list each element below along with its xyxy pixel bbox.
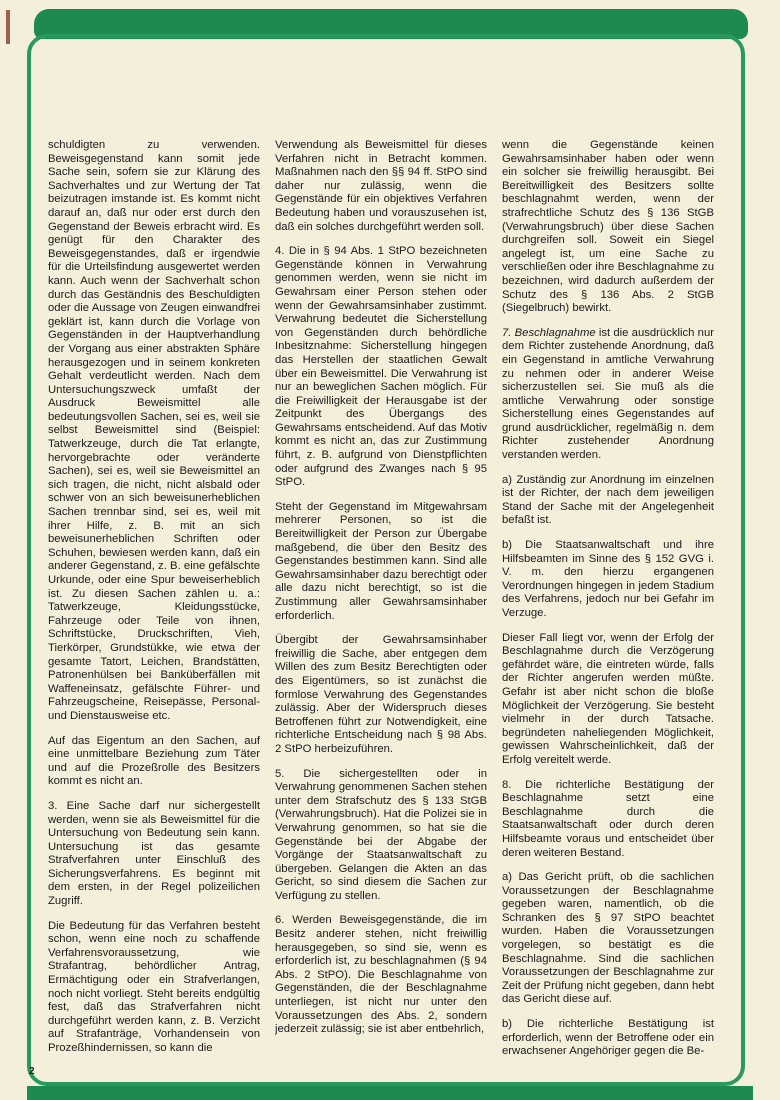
paragraph: Dieser Fall liegt vor, wenn der Erfolg der Beschlagnahme durch die Verzögerung gefährdet wäre, die eintreten würde, falls der Richter angerufen werden müßte. Gefahr ist aber nicht schon die bloße Möglichkeit der Verzögerung. Sie besteht vielmehr in der durch Tatsache. begründeten naheliegenden Möglichkeit, gewissen Wahrscheinlichkeit, daß der Erfolg vereitelt werde. (502, 631, 714, 766)
paragraph: schuldigten zu verwenden. Beweisgegenstand kann somit jede Sache sein, sofern sie zur Klärung des Sachverhaltes und zur Wertung der Tat beizutragen imstande ist. Es kommt nicht darauf an, daß nur oder erst durch den Gegenstand der Beweis erbracht wird. Es genügt für den Charakter des Beweisgegenstandes, daß er irgendwie für die Urteilsfindung ausgewertet werden kann. Auch wenn der Sachverhalt schon durch das Geständnis des Beschuldigten oder die Aussage von Zeugen einwandfrei geklärt ist, kann durch die Vorlage von Gegenständen in der Hauptverhandlung der Vorgang aus einer abstrakten Sphäre herausgezogen und in seinem konkreten Gehalt verdeutlicht werden. Nach dem Untersuchungszweck umfaßt der Ausdruck Beweismittel alle bedeutungsvollen Sachen, sei es, weil sie selbst Beweismittel sind (Beispiel: Tatwerkzeuge, durch die Tat erlangte, hervorgebrachte oder veränderte Sachen), sei es, weil sie Beweismittel an sich tragen, die nicht, nicht alsbald oder schwer von an sich beweisunerheblichen Sachen trennbar sind, sei es, weil mit ihrer Hilfe, z. B. mit an sich beweisunerheblichen Schriften oder Schuhen, bewiesen werden kann, daß ein anderer Gegenstand, z. B. eine gefälschte Urkunde, oder eine Spur beweiserheblich ist. Zu diesen Sachen zählen u. a.: Tatwerkzeuge, Kleidungsstücke, Fahrzeuge oder Teile von ihnen, Schriftstücke, Druckschriften, Vieh, Tierkörper, Grundstükke, wie etwa der gesamte Tatort, Leichen, Brandstätten, Patronenhülsen bei Banküberfällen mit Waffeneinsatz, gefälschte Führer- und Fahrzeugscheine, Reisepässe, Personal- und Dienstausweise etc. (48, 139, 260, 722)
paragraph: a) Das Gericht prüft, ob die sachlichen Voraussetzungen der Beschlagnahme gegeben waren, namentlich, ob die Schranken des § 97 StPO beachtet wurden. Haben die Voraussetzungen vorgelegen, so bestätigt es die Beschlagnahme. Sind die sachlichen Voraussetzungen der Beschlagnahme zur Zeit der Prüfung nicht gegeben, dann hebt das Gericht diese auf. (502, 871, 714, 1006)
paragraph: 7. Beschlagnahme ist die ausdrücklich nur dem Richter zustehende Anordnung, daß ein Gegenstand in amtliche Verwahrung zu nehmen oder in anderer Weise sicherzustellen sei. Sie muß als die amtliche Verwahrung oder sonstige Sicherstellung eines Gegenstandes auf grund ausdrücklicher, regelmäßig n. dem Richter zustehender Anordnung verstanden werden. (502, 326, 714, 462)
paragraph: b) Die Staatsanwaltschaft und ihre Hilfsbeamten im Sinne des § 152 GVG i. V. m. den hierzu ergangenen Verordnungen hingegen in jedem Stadium des Verfahrens, jedoch nur bei Gefahr im Verzuge. (502, 539, 714, 619)
paragraph: Steht der Gegenstand im Mitgewahrsam mehrerer Personen, so ist die Bereitwilligkeit der Person zur Übergabe maßgebend, die über den Besitz des Gegenstandes bestimmen kann. Sind alle Gewahrsamsinhaber dazu berechtigt oder alle dazu nicht berechtigt, so ist die Zustimmung aller Gewahrsamsinhaber erforderlich. (275, 500, 487, 622)
paragraph: a) Zuständig zur Anordnung im einzelnen ist der Richter, der nach dem jeweiligen Stand der Sache mit der Angelegenheit befaßt ist. (502, 473, 714, 527)
text-column-1 (48, 139, 260, 1087)
paragraph: Die Bedeutung für das Verfahren besteht schon, wenn eine noch zu schaffende Verfahrensvoraussetzung, wie Strafantrag, behördlicher Antrag, Ermächtigung oder ein Strafverlangen, noch nicht vorliegt. Steht bereits endgültig fest, daß das Strafverfahren nicht durchgeführt werden kann, z. B. Verzicht auf Strafanträge, Vorhandensein von Prozeßhindernissen, so kann die (48, 919, 260, 1054)
article-body (48, 139, 714, 1087)
paragraph: 6. Werden Beweisgegenstände, die im Besitz anderer stehen, nicht freiwillig herausgegeben, so sind sie, wenn es erforderlich ist, zu beschlagnahmen (§ 94 Abs. 2 StPO). Die Beschlagnahme von Gegenständen, die der Beschlagnahme unterliegen, ist nicht nur unter den Voraussetzungen des Abs. 2, sondern jederzeit zulässig; sie ist aber entbehrlich, (275, 914, 487, 1036)
paragraph: 3. Eine Sache darf nur sichergestellt werden, wenn sie als Beweismittel für die Untersuchung von Bedeutung sein kann. Untersuchung ist das gesamte Strafverfahren unter Einschluß des Sicherungsverfahrens. Es beginnt mit dem ersten, in der Regel polizeilichen Zugriff. (48, 799, 260, 908)
scan-artifact (6, 10, 10, 44)
text-column-3 (502, 139, 714, 1087)
page-number: 2 (29, 1066, 35, 1077)
paragraph: 4. Die in § 94 Abs. 1 StPO bezeichneten Gegenstände können in Verwahrung genommen werden, wenn sie nicht im Gewahrsam einer Person stehen oder wenn der Gewahrsamsinhaber zustimmt. Verwahrung bedeutet die Sicherstellung von Gegenständen durch behördliche Inbesitznahme: Sicherstellung hingegen das Herstellen der staatlichen Gewalt über ein Beweismittel. Die Verwahrung ist nur an beweglichen Sachen möglich. Für die Freiwilligkeit der Herausgabe ist der Zeitpunkt des Übergangs des Gewahrsams entscheidend. Auf das Motiv kommt es nicht an, das zur Zustimmung führt, z. B. aufgrund von Dienstpflichten oder aufgrund des Zwanges nach § 95 StPO. (275, 245, 487, 489)
paragraph: Auf das Eigentum an den Sachen, auf eine unmittelbare Beziehung zum Täter und auf die Prozeßrolle des Besitzers kommt es nicht an. (48, 734, 260, 788)
paragraph: 8. Die richterliche Bestätigung der Beschlagnahme setzt eine Beschlagnahme durch die Staatsanwaltschaft oder durch deren Hilfsbeamte voraus und entscheidet über deren weiteren Bestand. (502, 778, 714, 859)
bottom-green-bar (27, 1086, 753, 1100)
paragraph: Übergibt der Gewahrsamsinhaber freiwillig die Sache, aber entgegen dem Willen des zum Besitz Berechtigten oder des Eigentümers, so ist zunächst die formlose Verwahrung des Gegenstandes zulässig. Aber der Widerspruch dieses Betroffenen führt zur Notwendigkeit, eine richterliche Entscheidung nach § 98 Abs. 2 StPO herbeizuführen. (275, 634, 487, 755)
paragraph: 5. Die sichergestellten oder in Verwahrung genommenen Sachen stehen unter dem Strafschutz des § 133 StGB (Verwahrungsbruch). Hat die Polizei sie in Verwahrung genommen, so hat sie die Gegenstände bei der Abgabe der Vorgänge der Staatsanwaltschaft zu übergeben. Gelangen die Akten an das Gericht, so sind diesem die Sachen zur Verfügung zu stellen. (275, 767, 487, 902)
paragraph: Verwendung als Beweismittel für dieses Verfahren nicht in Betracht kommen. Maßnahmen nach den §§ 94 ff. StPO sind daher nur zulässig, wenn die Gegenstände für ein objektives Verfahren Bedeutung haben und vorauszusehen ist, daß ein solches durchgeführt werden soll. (275, 139, 487, 233)
paragraph: wenn die Gegenstände keinen Gewahrsamsinhaber haben oder wenn ein solcher sie freiwillig herausgibt. Bei Bereitwilligkeit des Besitzers sollte beschlagnahmt werden, wenn der strafrechtliche Schutz des § 136 StGB (Verwahrungsbruch) über diese Sachen durchgreifen soll. Soweit ein Siegel angelegt ist, um eine Sache zu verschließen oder ihre Beschlagnahme zu bezeichnen, wird dadurch außerdem der Schutz des § 136 Abs. 2 StGB (Siegelbruch) bewirkt. (502, 139, 714, 315)
paragraph: b) Die richterliche Bestätigung ist erforderlich, wenn der Betroffene oder ein erwachsener Angehöriger gegen die Be- (502, 1018, 714, 1058)
text-column-2 (275, 139, 487, 1087)
